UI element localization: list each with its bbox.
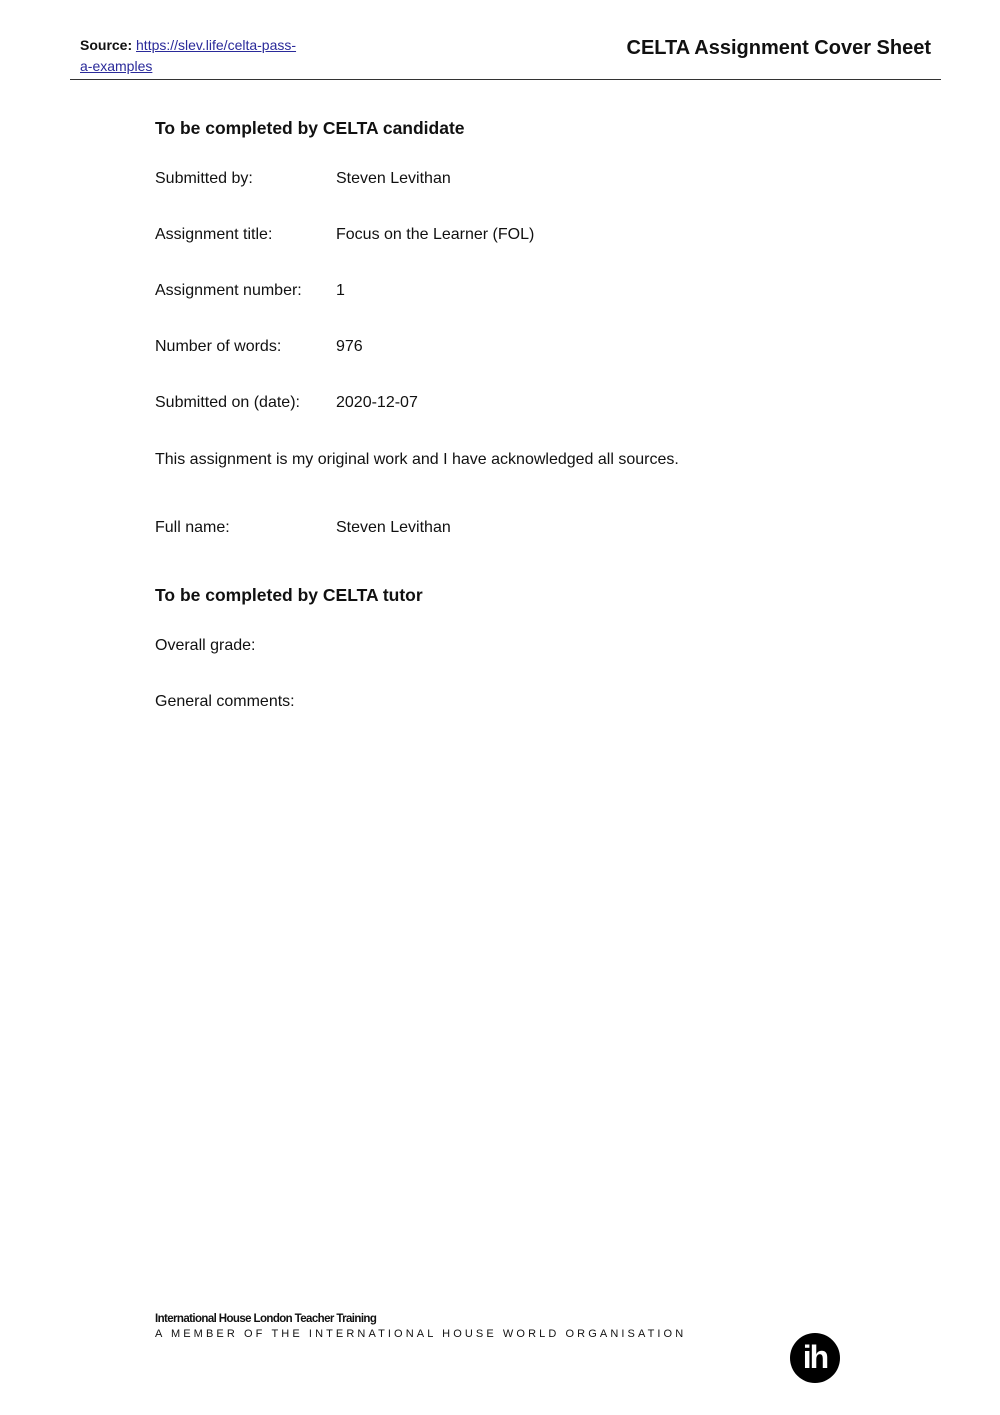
source-note: [80, 35, 300, 77]
submitted-date-value: 2020-12-07: [336, 394, 418, 411]
footer-org: International House London Teacher Training: [155, 1313, 377, 1325]
footer-member: A MEMBER OF THE INTERNATIONAL HOUSE WORLD ORGANISATION: [155, 1328, 687, 1340]
candidate-heading: To be completed by CELTA candidate: [155, 118, 465, 138]
assignment-title-label: Assignment title:: [155, 226, 273, 243]
word-count-value: 976: [336, 338, 363, 355]
page-title: CELTA Assignment Cover Sheet: [626, 37, 931, 59]
submitted-date-label: Submitted on (date):: [155, 394, 300, 411]
tutor-heading: To be completed by CELTA tutor: [155, 585, 423, 605]
assignment-number-label: Assignment number:: [155, 282, 302, 299]
source-label: Source:: [80, 37, 133, 53]
word-count-label: Number of words:: [155, 338, 282, 355]
general-comments-label: General comments:: [155, 693, 295, 710]
overall-grade-label: Overall grade:: [155, 637, 256, 654]
ih-logo: ih: [790, 1333, 840, 1383]
full-name-value: Steven Levithan: [336, 519, 451, 536]
assignment-title-value: Focus on the Learner (FOL): [336, 226, 535, 243]
originality-statement: This assignment is my original work and I have acknowledged all sources.: [155, 451, 679, 468]
assignment-number-value: 1: [336, 282, 345, 299]
header-divider: [70, 79, 941, 80]
source-link[interactable]: https://slev.life/celta-pass-a-examples: [80, 37, 297, 74]
submitted-by-value: Steven Levithan: [336, 170, 451, 187]
full-name-label: Full name:: [155, 519, 230, 536]
submitted-by-label: Submitted by:: [155, 170, 253, 187]
